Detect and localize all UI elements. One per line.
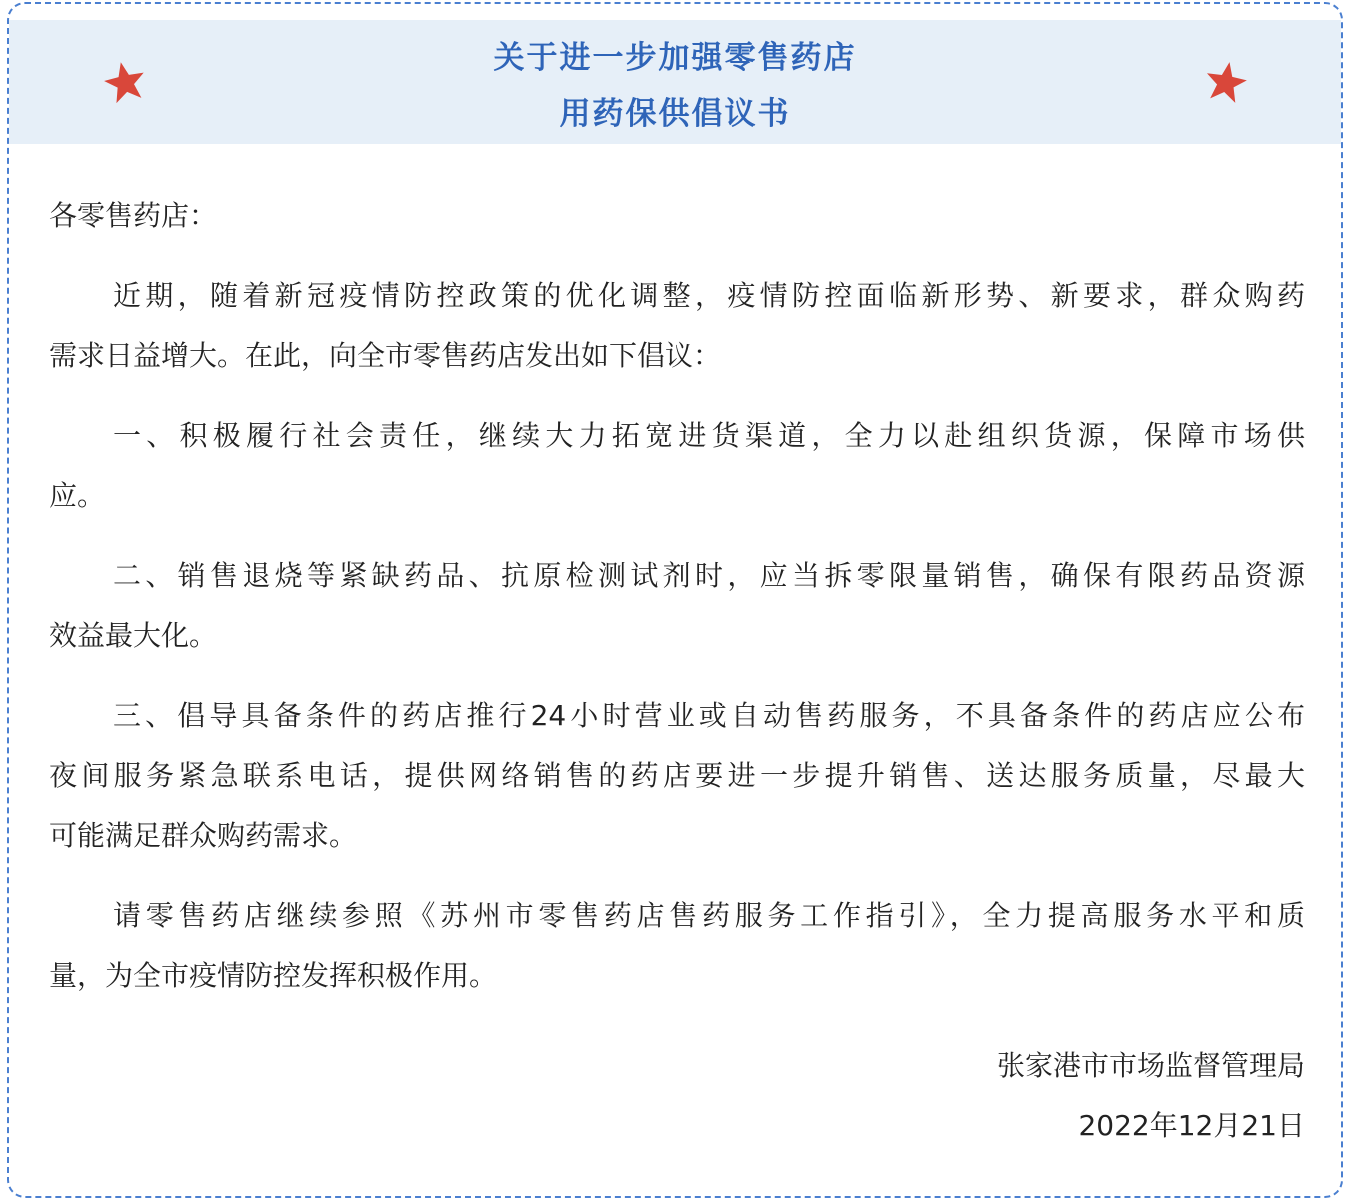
paragraph-intro-line-2: 需求日益增大。在此，向全市零售药店发出如下倡议： [49, 339, 722, 372]
document-frame [7, 2, 1343, 1198]
title-line-2: 用药保供倡议书 [559, 96, 791, 132]
item-2-line-1: 二、销售退烧等紧缺药品、抗原检测试剂时，应当拆零限量销售，确保有限药品资源 [113, 559, 1305, 592]
signature-date: 2022年12月21日 [1078, 1109, 1305, 1142]
item-3-line-1: 三、倡导具备条件的药店推行24小时营业或自动售药服务，不具备条件的药店应公布 [113, 699, 1305, 732]
item-3-line-2: 夜间服务紧急联系电话，提供网络销售的药店要进一步提升销售、送达服务质量，尽最大 [49, 759, 1305, 792]
star-icon [1201, 57, 1252, 108]
item-3-line-3: 可能满足群众购药需求。 [49, 819, 358, 852]
paragraph-intro-line-1: 近期，随着新冠疫情防控政策的优化调整，疫情防控面临新形势、新要求，群众购药 [113, 279, 1305, 312]
closing-line-1: 请零售药店继续参照《苏州市零售药店售药服务工作指引》，全力提高服务水平和质 [113, 899, 1305, 932]
salutation: 各零售药店： [49, 199, 218, 232]
signature-organization: 张家港市市场监督管理局 [996, 1049, 1305, 1082]
title-banner [9, 20, 1341, 144]
item-1-line-2: 应。 [49, 479, 106, 512]
item-1-line-1: 一、积极履行社会责任，继续大力拓宽进货渠道，全力以赴组织货源，保障市场供 [113, 419, 1305, 452]
closing-line-2: 量，为全市疫情防控发挥积极作用。 [49, 959, 498, 992]
item-2-line-2: 效益最大化。 [49, 619, 218, 652]
title-line-1: 关于进一步加强零售药店 [493, 40, 857, 76]
